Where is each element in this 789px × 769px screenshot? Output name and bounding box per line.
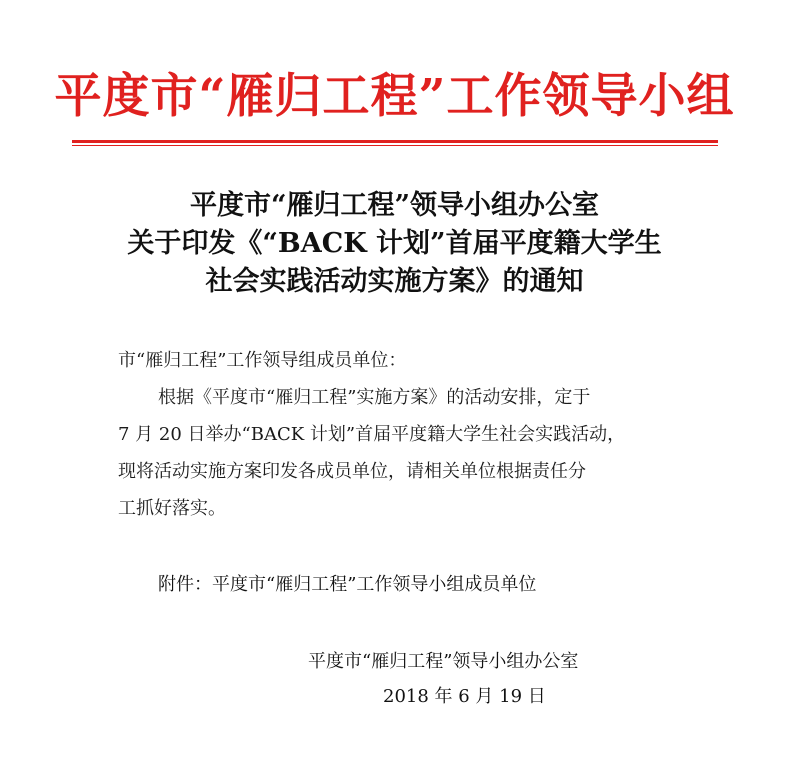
signature-issuer: 平度市“雁归工程”领导小组办公室 xyxy=(308,651,579,672)
paragraph-line-1: 根据《平度市“雁归工程”实施方案》的活动安排，定于 xyxy=(158,387,591,408)
document-title-line-2: 关于印发《“BACK 计划”首届平度籍大学生 xyxy=(127,228,662,259)
paragraph-line-2: 7 月 20 日举办“BACK 计划”首届平度籍大学生社会实践活动， xyxy=(118,424,626,445)
paragraph-line-4: 工抓好落实。 xyxy=(118,498,226,519)
attachment-note: 附件：平度市“雁归工程”工作领导小组成员单位 xyxy=(158,574,537,595)
red-header-rule-thick xyxy=(72,140,718,143)
red-header-title: 平度市“雁归工程”工作领导小组 xyxy=(54,69,735,124)
paragraph-line-3: 现将活动实施方案印发各成员单位，请相关单位根据责任分 xyxy=(118,461,586,482)
signature-date: 2018 年 6 月 19 日 xyxy=(383,686,546,707)
document-title xyxy=(0,187,789,301)
document-title-line-1: 平度市“雁归工程”领导小组办公室 xyxy=(189,190,600,221)
salutation: 市“雁归工程”工作领导组成员单位： xyxy=(118,350,407,371)
document-title-line-3: 社会实践活动实施方案》的通知 xyxy=(205,266,584,297)
document-body xyxy=(118,342,683,527)
red-header-rule-thin xyxy=(72,145,718,146)
